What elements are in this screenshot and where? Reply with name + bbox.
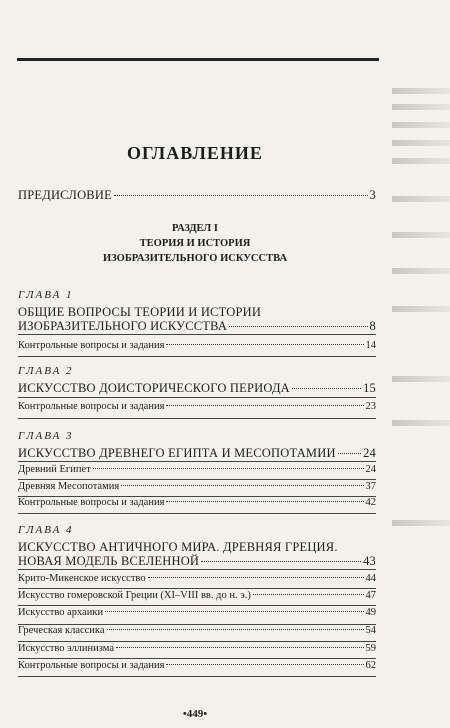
dot-leader xyxy=(148,577,364,578)
toc-entry[interactable] xyxy=(18,625,376,636)
bleed-through xyxy=(392,122,450,128)
dot-leader xyxy=(93,468,364,469)
bleed-through xyxy=(392,140,450,146)
dot-leader xyxy=(107,629,364,630)
entry-page: 24 xyxy=(363,446,376,460)
bleed-through xyxy=(392,88,450,94)
entry-page: 54 xyxy=(365,625,376,636)
divider xyxy=(18,569,376,570)
entry-page: 62 xyxy=(365,660,376,671)
toc-entry[interactable] xyxy=(18,497,376,508)
chapter-title-line1[interactable]: ОБЩИЕ ВОПРОСЫ ТЕОРИИ И ИСТОРИИ xyxy=(18,305,262,319)
entry-text: Контрольные вопросы и задания xyxy=(18,497,165,508)
entry-text: Древняя Месопотамия xyxy=(18,481,120,492)
chapter-title: ИСКУССТВО ДОИСТОРИЧЕСКОГО ПЕРИОДА xyxy=(18,381,290,395)
page-number: •449• xyxy=(182,708,208,720)
entry-page: 14 xyxy=(365,340,376,351)
bleed-through xyxy=(392,104,450,110)
entry-page: 47 xyxy=(365,590,376,601)
divider xyxy=(18,461,376,462)
toc-entry[interactable] xyxy=(18,643,376,654)
dot-leader xyxy=(166,405,363,406)
toc-entry[interactable] xyxy=(18,660,376,671)
entry-text: Искусство архаики xyxy=(18,607,104,618)
chapter-title-line2: НОВАЯ МОДЕЛЬ ВСЕЛЕННОЙ xyxy=(18,554,200,568)
chapter-label: ГЛАВА 1 xyxy=(18,289,74,301)
bleed-through xyxy=(392,232,450,238)
entry-text: Искусство эллинизма xyxy=(18,643,115,654)
entry-page: 59 xyxy=(365,643,376,654)
dot-leader xyxy=(201,561,361,562)
toc-entry[interactable] xyxy=(18,401,376,412)
divider xyxy=(18,658,376,659)
entry-page: 37 xyxy=(365,481,376,492)
dot-leader xyxy=(292,388,361,389)
section-label: РАЗДЕЛ I xyxy=(172,223,218,234)
entry-text: Крито-Микенское искусство xyxy=(18,573,146,584)
bleed-through xyxy=(392,196,450,202)
dot-leader xyxy=(338,453,361,454)
toc-entry-chapter[interactable] xyxy=(18,381,376,396)
dot-leader xyxy=(116,647,363,648)
divider xyxy=(18,641,376,642)
section-title-line2: ИЗОБРАЗИТЕЛЬНОГО ИСКУССТВА xyxy=(102,253,288,264)
bleed-through xyxy=(392,420,450,426)
entry-text: Греческая классика xyxy=(18,625,105,636)
chapter-label: ГЛАВА 2 xyxy=(18,365,74,377)
entry-page: 42 xyxy=(365,497,376,508)
divider xyxy=(18,676,376,677)
toc-entry[interactable] xyxy=(18,607,376,618)
chapter-title: ИСКУССТВО ДРЕВНЕГО ЕГИПТА И МЕСОПОТАМИИ xyxy=(18,446,336,460)
divider xyxy=(18,418,376,419)
divider xyxy=(18,479,376,480)
entry-page: 8 xyxy=(369,319,376,333)
dot-leader xyxy=(114,195,368,196)
divider xyxy=(18,397,376,398)
bleed-through xyxy=(392,520,450,526)
entry-text: Контрольные вопросы и задания xyxy=(18,660,165,671)
divider xyxy=(18,605,376,606)
chapter-label: ГЛАВА 4 xyxy=(18,524,74,536)
entry-text: Контрольные вопросы и задания xyxy=(18,401,165,412)
dot-leader xyxy=(121,485,363,486)
toc-entry-chapter[interactable] xyxy=(18,554,376,569)
entry-page: 15 xyxy=(363,381,376,395)
entry-page: 43 xyxy=(363,554,376,568)
dot-leader xyxy=(166,664,363,665)
toc-entry[interactable] xyxy=(18,464,376,475)
entry-text: ПРЕДИСЛОВИЕ xyxy=(18,188,112,202)
divider xyxy=(18,356,376,357)
entry-text: Контрольные вопросы и задания xyxy=(18,340,165,351)
divider xyxy=(18,334,376,335)
entry-text: Искусство гомеровской Греции (XI–VIII вв. до н. э.) xyxy=(18,590,251,601)
chapter-title-line2: ИЗОБРАЗИТЕЛЬНОГО ИСКУССТВА xyxy=(18,319,228,333)
bleed-through xyxy=(392,158,450,164)
entry-page: 44 xyxy=(365,573,376,584)
bleed-through xyxy=(392,376,450,382)
dot-leader xyxy=(253,594,364,595)
entry-page: 24 xyxy=(365,464,376,475)
dot-leader xyxy=(229,326,367,327)
dot-leader xyxy=(166,501,363,502)
divider xyxy=(18,588,376,589)
bleed-through xyxy=(392,268,450,274)
entry-page: 49 xyxy=(365,607,376,618)
toc-entry-preface[interactable] xyxy=(18,188,376,203)
entry-page: 3 xyxy=(369,188,376,202)
divider xyxy=(18,513,376,514)
entry-page: 23 xyxy=(365,401,376,412)
toc-entry[interactable] xyxy=(18,340,376,351)
toc-entry-chapter[interactable] xyxy=(18,319,376,334)
toc-entry-chapter[interactable] xyxy=(18,446,376,461)
chapter-title-line1[interactable]: ИСКУССТВО АНТИЧНОГО МИРА. ДРЕВНЯЯ ГРЕЦИЯ. xyxy=(18,540,338,554)
page-title: ОГЛАВЛЕНИЕ xyxy=(127,143,263,163)
toc-entry[interactable] xyxy=(18,590,376,601)
entry-text: Древний Египет xyxy=(18,464,91,475)
toc-entry[interactable] xyxy=(18,573,376,584)
top-rule xyxy=(17,58,379,61)
toc-entry[interactable] xyxy=(18,481,376,492)
dot-leader xyxy=(105,611,363,612)
bleed-through xyxy=(392,306,450,312)
dot-leader xyxy=(166,344,363,345)
section-title-line1: ТЕОРИЯ И ИСТОРИЯ xyxy=(139,238,251,249)
chapter-label: ГЛАВА 3 xyxy=(18,430,74,442)
